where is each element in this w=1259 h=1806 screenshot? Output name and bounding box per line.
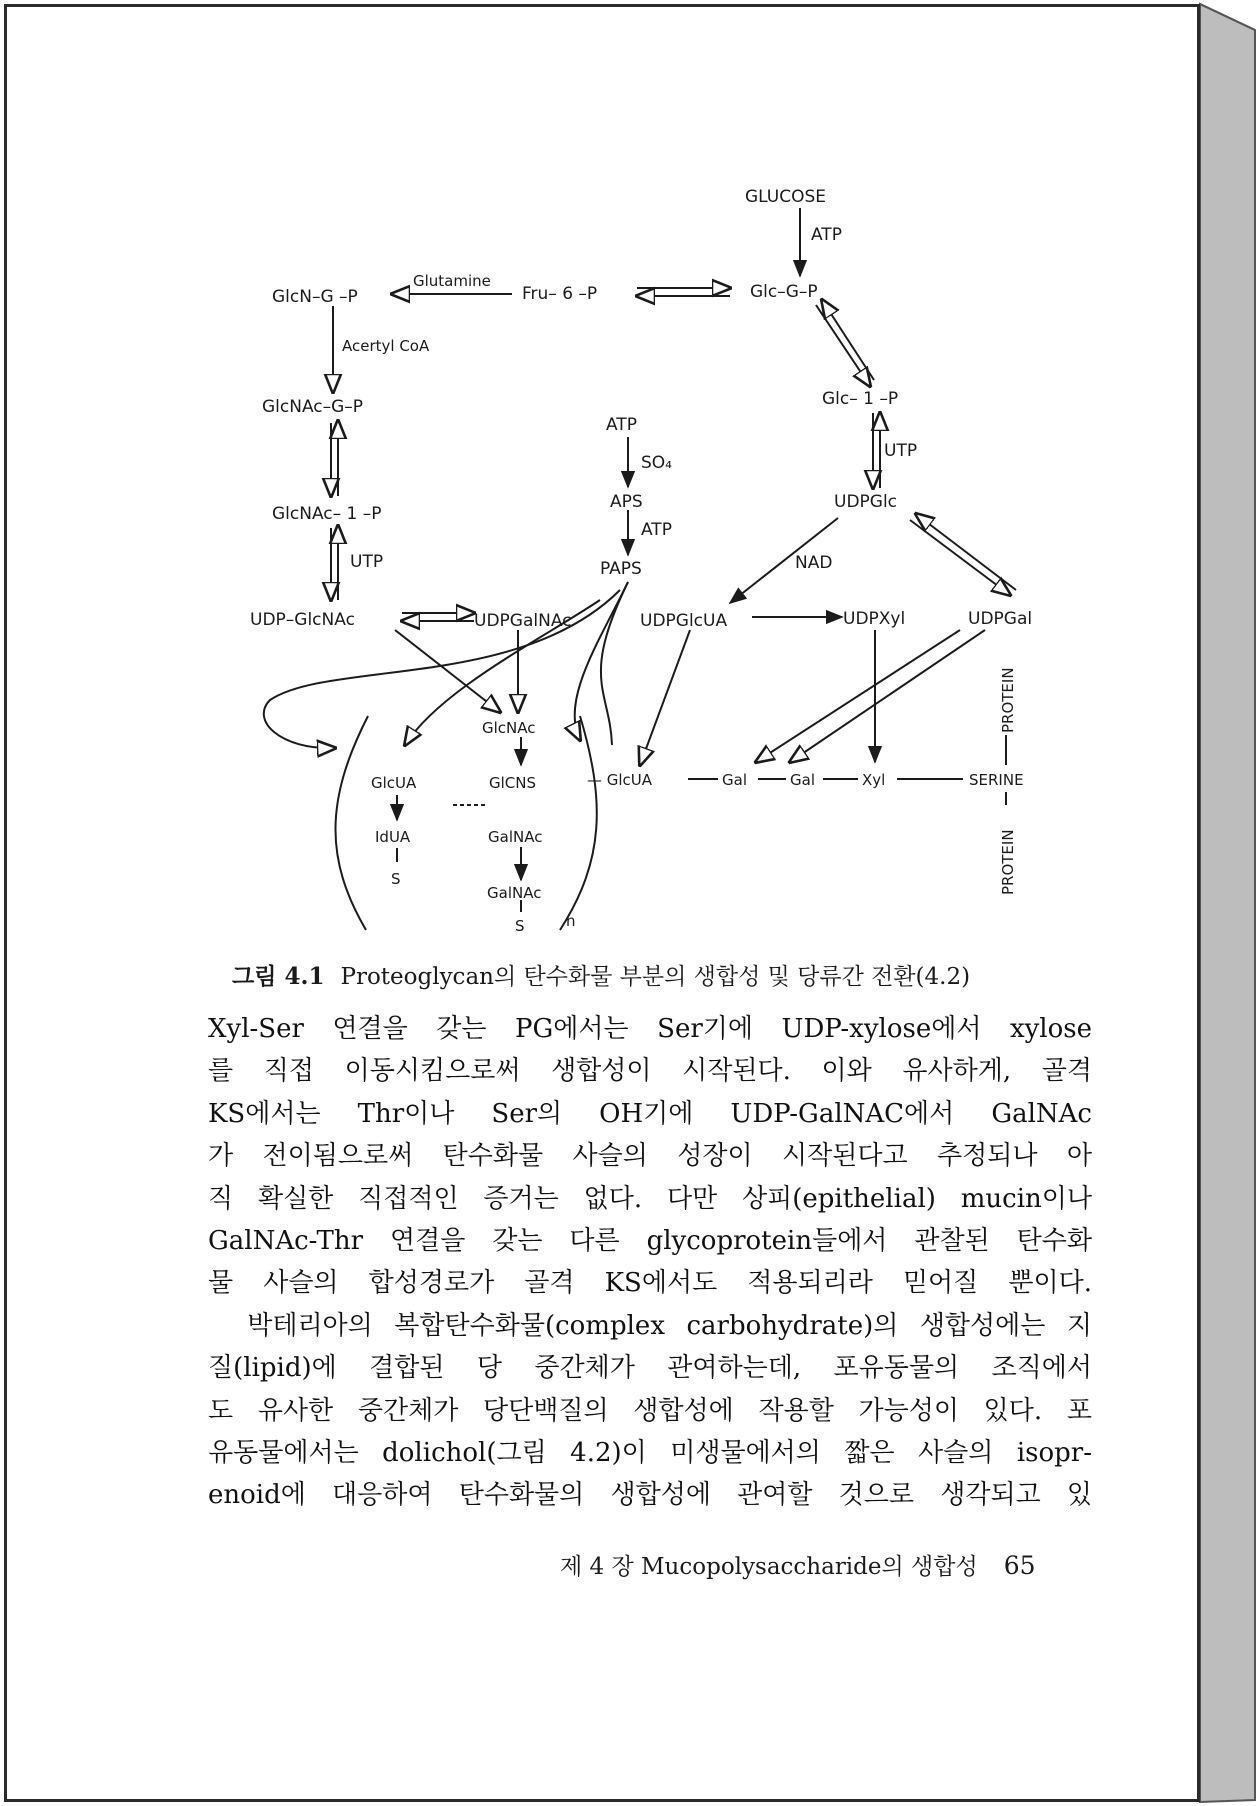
chain-xyl: Xyl <box>862 771 886 789</box>
node-idua: IdUA <box>375 828 411 846</box>
body-line: 직 확실한 직접적인 증거는 없다. 다만 상피(epithelial) mucin이나 <box>208 1183 1092 1214</box>
node-nad: NAD <box>795 553 833 573</box>
node-glucose: GLUCOSE <box>745 187 827 207</box>
page-number: 65 <box>1003 1551 1036 1580</box>
node-utp-left: UTP <box>350 552 384 572</box>
body-line: 물 사슬의 합성경로가 골격 KS에서도 적용되리라 믿어질 뿐이다. <box>208 1268 1092 1299</box>
node-s1: S <box>391 870 401 888</box>
body-line: 를 직접 이동시킴으로써 생합성이 시작된다. 이와 유사하게, 골격 <box>208 1056 1092 1087</box>
footer-chapter: 제 4 장 Mucopolysaccharide의 생합성 <box>560 1554 978 1580</box>
figure-number: 그림 4.1 <box>232 963 325 990</box>
node-atp-aps: ATP <box>641 520 672 540</box>
figure-caption-text: Proteoglycan의 탄수화물 부분의 생합성 및 당류간 전환(4.2) <box>340 964 971 990</box>
node-galnac1: GalNAc <box>488 828 543 846</box>
node-glutamine: Glutamine <box>413 272 491 290</box>
diagram-labels <box>250 187 1032 935</box>
body-line: KS에서는 Thr이나 Ser의 OH기에 UDP-GalNAC에서 GalNAc <box>208 1098 1092 1129</box>
body-line: 질(lipid)에 결합된 당 중간체가 관여하는데, 포유동물의 조직에서 <box>208 1353 1092 1384</box>
page-footer <box>560 1548 1036 1581</box>
chain-gal2: Gal <box>790 771 815 789</box>
body-line: 가 전이됨으로써 탄수화물 사슬의 성장이 시작된다고 추정되나 아 <box>208 1141 1092 1172</box>
node-udpgal: UDPGal <box>968 609 1033 629</box>
node-fru6p: Fru– 6 –P <box>522 284 598 304</box>
node-paps: PAPS <box>600 559 642 579</box>
node-udpgalnac: UDPGalNAc <box>474 611 572 631</box>
node-glcnac: GlcNAc <box>482 719 536 737</box>
node-udpglcua: UDPGlcUA <box>640 611 728 631</box>
node-glc-1-p: Glc– 1 –P <box>822 389 899 409</box>
body-line: 박테리아의 복합탄수화물(complex carbohydrate)의 생합성에는 지 <box>208 1310 1092 1341</box>
body-line: 도 유사한 중간체가 당단백질의 생합성에 작용할 가능성이 있다. 포 <box>208 1395 1092 1426</box>
figure-caption <box>232 958 970 991</box>
node-udpglc: UDPGlc <box>834 492 898 512</box>
body-line: enoid에 대응하여 탄수화물의 생합성에 관여할 것으로 생각되고 있 <box>208 1480 1092 1511</box>
node-glcnac-1-p: GlcNAc– 1 –P <box>272 504 382 524</box>
node-utp-right: UTP <box>884 441 918 461</box>
node-atp-top: ATP <box>811 225 842 245</box>
node-atp-mid: ATP <box>606 415 637 435</box>
node-udp-glcnac: UDP–GlcNAc <box>250 610 355 630</box>
node-galnac2: GalNAc <box>487 884 542 902</box>
body-line: Xyl-Ser 연결을 갖는 PG에서는 Ser기에 UDP-xylose에서 xylose <box>208 1014 1092 1044</box>
node-udpxyl: UDPXyl <box>843 609 906 629</box>
node-glcn-g-p: GlcN–G –P <box>272 287 358 307</box>
node-glcns: GlCNS <box>489 774 537 792</box>
chain-glcua: — GlcUA <box>587 771 653 789</box>
body-line: 유동물에서는 dolichol(그림 4.2)이 미생물에서의 짧은 사슬의 isopr- <box>208 1438 1092 1469</box>
node-acertyl-coa: Acertyl CoA <box>342 337 430 355</box>
node-glcua: GlcUA <box>371 774 417 792</box>
node-glcnac-g-p: GlcNAc–G–P <box>262 397 364 417</box>
node-so4: SO₄ <box>641 453 672 473</box>
node-glc-g-p: Glc–G–P <box>750 282 818 302</box>
body-line: GalNAc-Thr 연결을 갖는 다른 glycoprotein들에서 관찰된 탄수화 <box>208 1226 1092 1257</box>
node-s2: S <box>515 917 525 935</box>
node-protein-top: PROTEIN <box>999 667 1017 733</box>
node-aps: APS <box>610 492 643 512</box>
node-serine: SERINE <box>969 771 1024 789</box>
body-text <box>208 1008 1092 1517</box>
chain-gal1: Gal <box>722 771 747 789</box>
node-protein-bottom: PROTEIN <box>999 829 1017 895</box>
node-n-sub: n <box>566 912 576 930</box>
